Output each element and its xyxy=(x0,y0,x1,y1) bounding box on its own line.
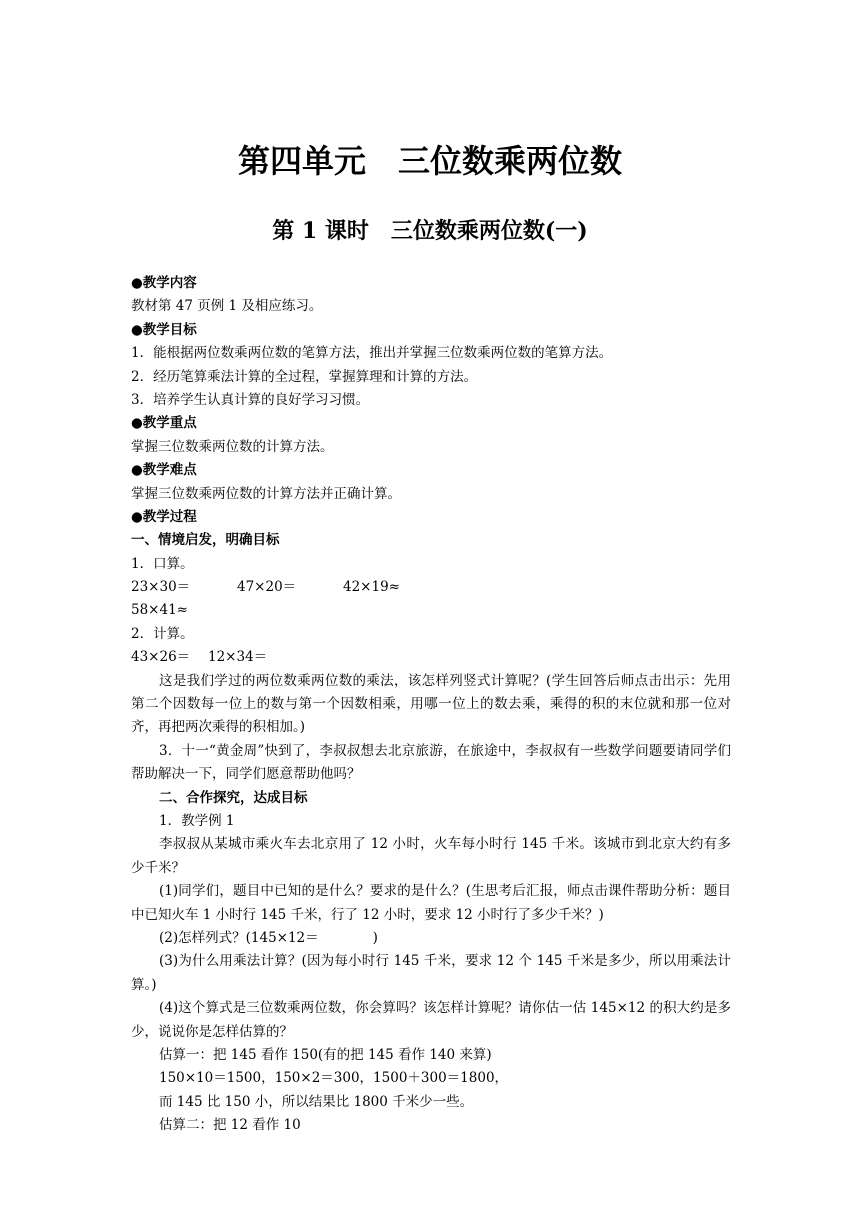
part2-heading: 二、合作探究，达成目标 xyxy=(159,789,308,806)
goals-heading: ●教学目标 xyxy=(131,321,197,338)
calc-label: 2．计算。 xyxy=(131,625,194,642)
goal-item: 1．能根据两位数乘两位数的笔算方法，推出并掌握三位数乘两位数的笔算方法。 xyxy=(131,345,613,362)
oral-problem: 58×41≈ xyxy=(131,602,188,619)
oral-label: 1．口算。 xyxy=(131,555,194,572)
process-heading: ●教学过程 xyxy=(131,508,197,525)
oral-row xyxy=(131,576,731,599)
goal-item: 2．经历笔算乘法计算的全过程，掌握算理和计算的方法。 xyxy=(131,368,478,385)
calc-problem: 12×34＝ xyxy=(208,649,268,666)
content-text: 教材第 47 页例 1 及相应练习。 xyxy=(131,298,323,315)
difficulty-text: 掌握三位数乘两位数的计算方法并正确计算。 xyxy=(131,485,401,502)
part1-heading: 一、情境启发，明确目标 xyxy=(131,532,280,549)
example-label: 1．教学例 1 xyxy=(159,813,235,830)
question-4: (4)这个算式是三位数乘两位数，你会算吗？该怎样计算呢？请你估一估 145×12 的积大约是多少，说说你是怎样估算的？ xyxy=(131,1000,731,1040)
lesson-content xyxy=(131,272,731,1138)
key-heading: ●教学重点 xyxy=(131,415,197,432)
estimate-2: 估算二：把 12 看作 10 xyxy=(159,1117,301,1134)
question-3: (3)为什么用乘法计算？(因为每小时行 145 千米，要求 12 个 145 千米是多少，所以用乘法计算。) xyxy=(131,953,731,993)
unit-title: 第四单元 三位数乘两位数 xyxy=(237,142,622,180)
question-2-text: (2)怎样列式？(145×12＝ xyxy=(159,930,319,947)
estimate-1-calc: 150×10＝1500，150×2＝300，1500＋300＝1800， xyxy=(159,1070,509,1087)
key-text: 掌握三位数乘两位数的计算方法。 xyxy=(131,438,334,455)
difficulty-heading: ●教学难点 xyxy=(131,462,197,479)
oral-problem: 23×30＝ xyxy=(131,579,191,596)
problem-text: 李叔叔从某城市乘火车去北京用了 12 小时，火车每小时行 145 千米。该城市到北京大约有多少千米？ xyxy=(131,836,731,876)
calc-row xyxy=(131,646,731,669)
paragraph: 这是我们学过的两位数乘两位数的乘法，该怎样列竖式计算呢？(学生回答后师点击出示：先用第二个因数每一位上的数与第一个因数相乘，用哪一位上的数去乘，乘得的积的末位就和那一位对齐，再把两次乘得的积相加。) xyxy=(131,672,731,736)
lesson-title: 第 1 课时 三位数乘两位数(一) xyxy=(272,218,588,244)
paragraph: 3．十一“黄金周”快到了，李叔叔想去北京旅游，在旅途中，李叔叔有一些数学问题要请同学们帮助解决一下，同学们愿意帮助他吗？ xyxy=(131,742,731,783)
goal-item: 3．培养学生认真计算的良好学习习惯。 xyxy=(131,391,370,408)
question-2 xyxy=(131,927,731,950)
estimate-1-conclusion: 而 145 比 150 小，所以结果比 1800 千米少一些。 xyxy=(159,1093,474,1110)
oral-problem: 42×19≈ xyxy=(343,579,400,596)
question-2-close: ) xyxy=(372,930,378,947)
oral-problem: 47×20＝ xyxy=(237,579,297,596)
question-1: (1)同学们，题目中已知的是什么？要求的是什么？(生思考后汇报，师点击课件帮助分析：题目中已知火车 1 小时行 145 千米，行了 12 小时，要求 12 小时行了多少千米？) xyxy=(131,883,731,923)
calc-problem: 43×26＝ xyxy=(131,649,191,666)
content-heading: ●教学内容 xyxy=(131,275,197,291)
estimate-1: 估算一：把 145 看作 150(有的把 145 看作 140 来算) xyxy=(159,1047,492,1064)
